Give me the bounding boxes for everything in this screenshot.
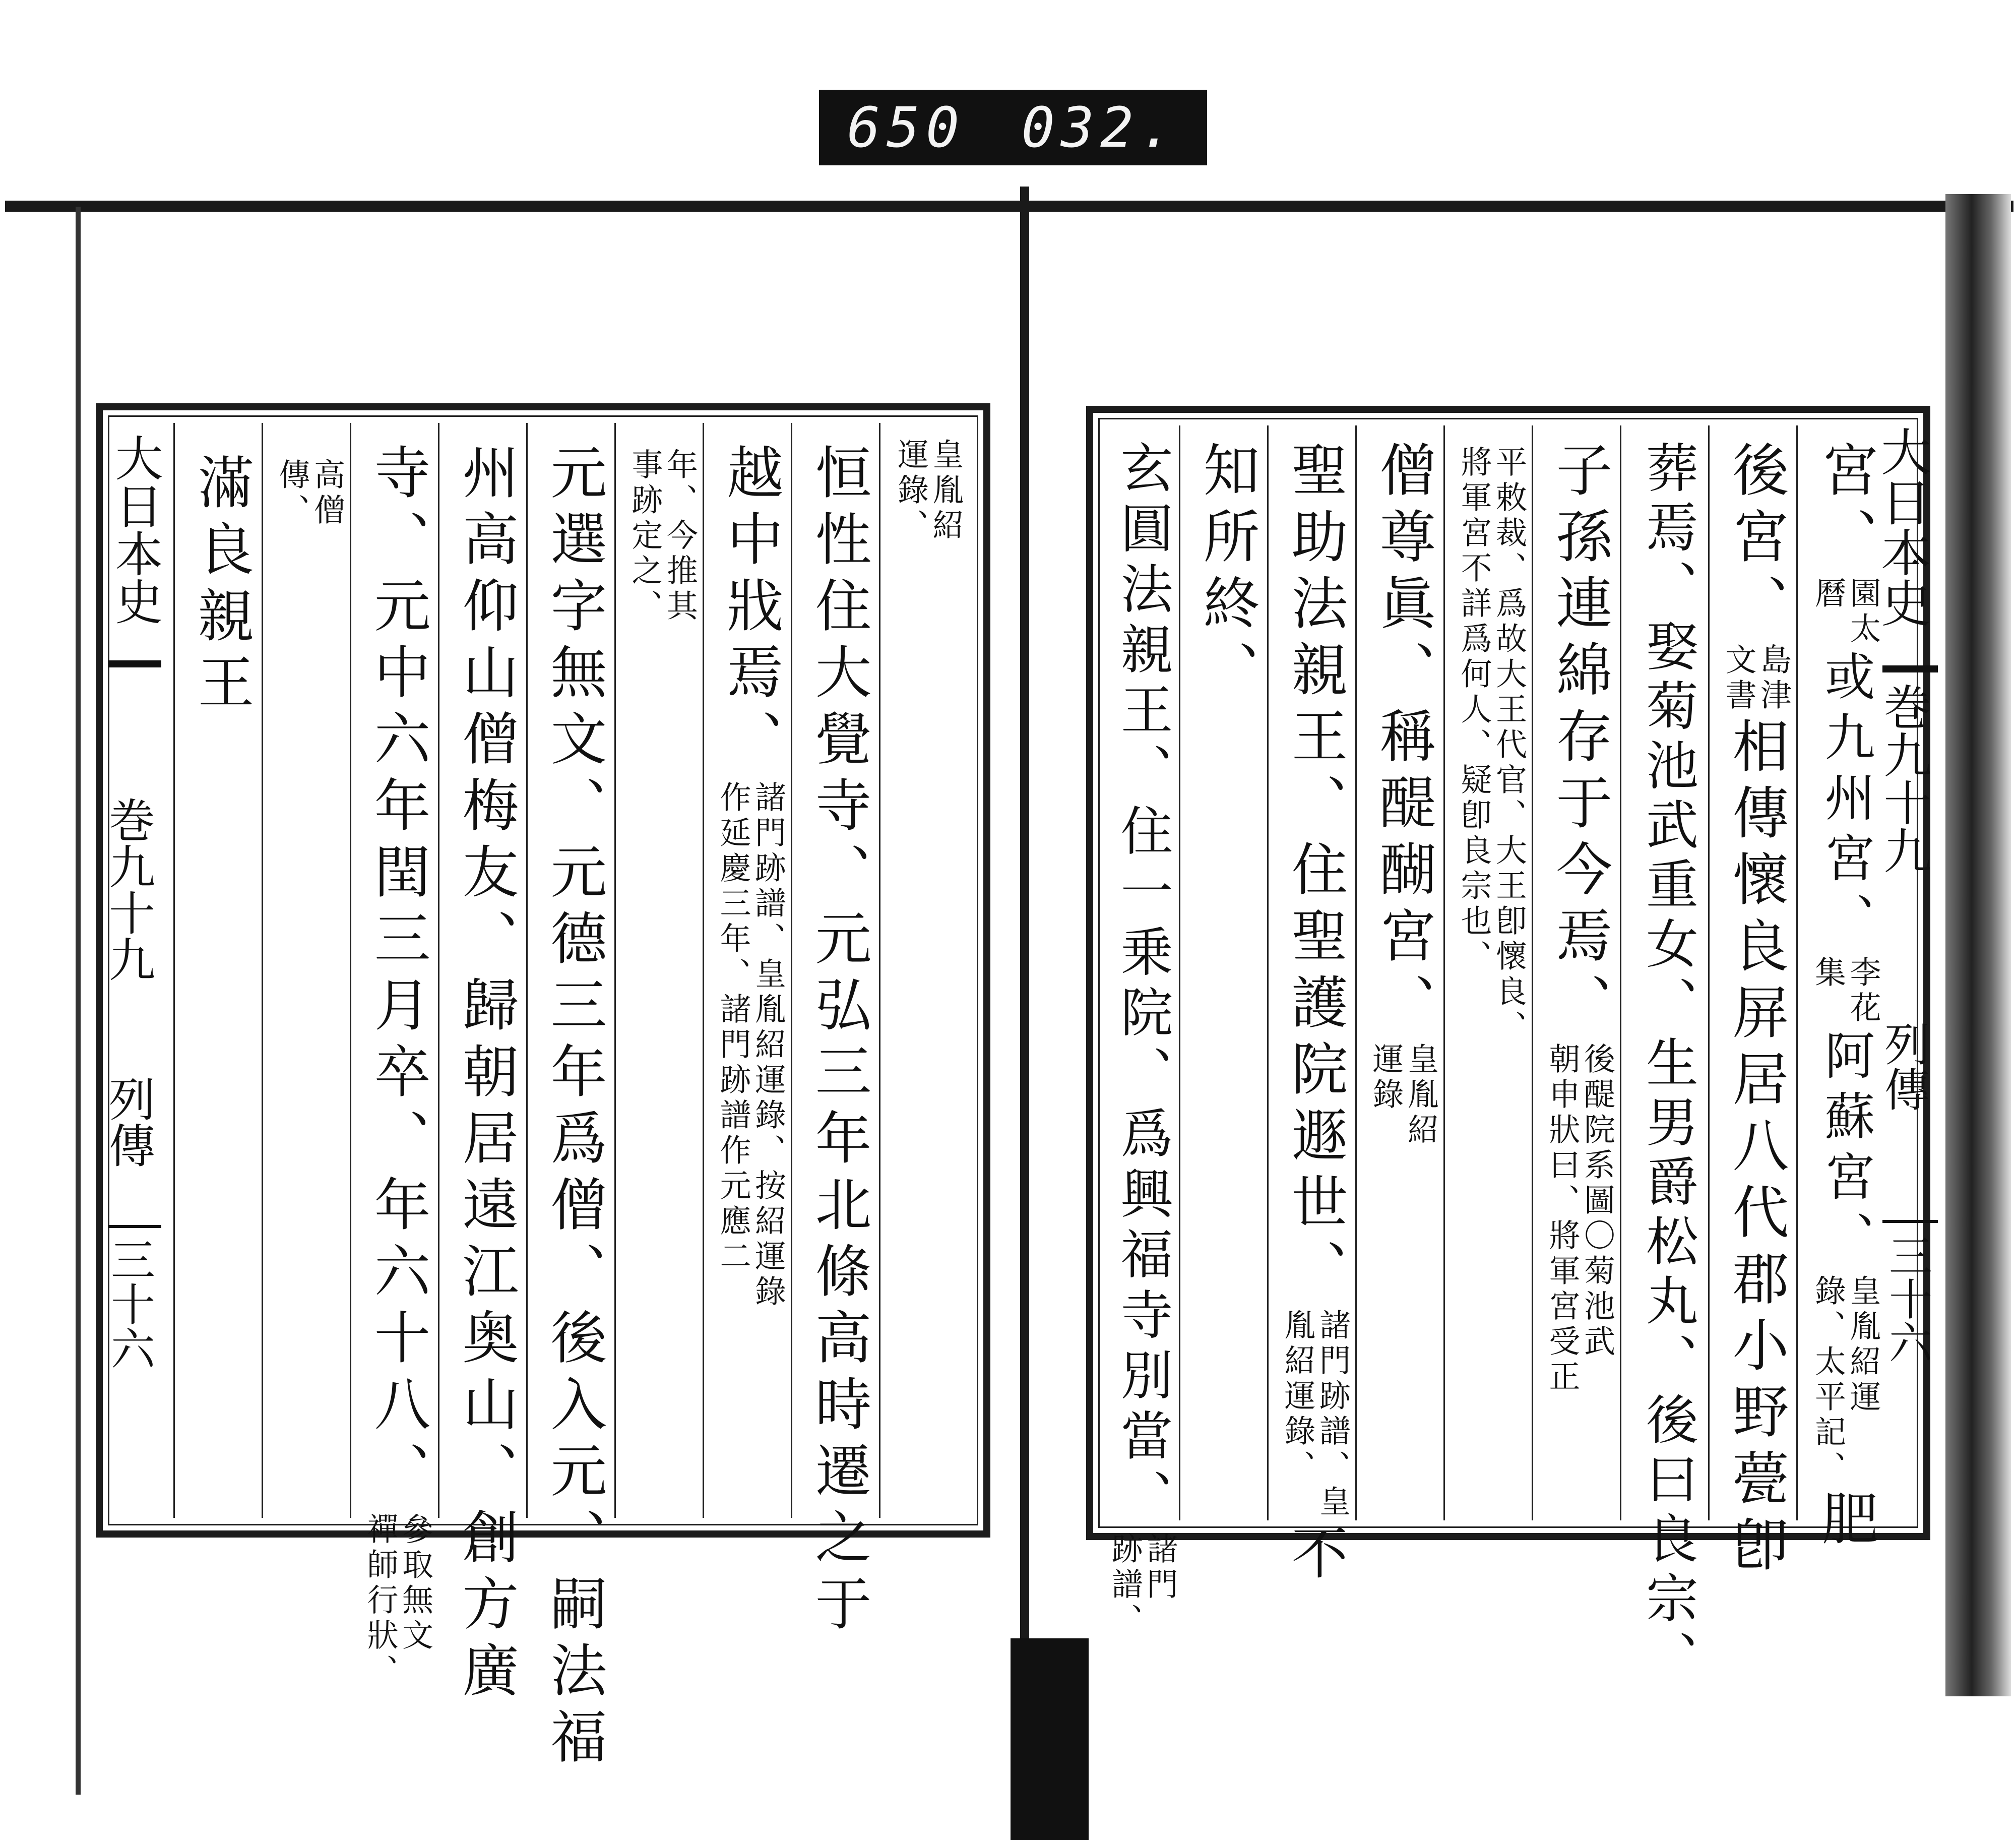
annotation: 平敕裁、爲故大王代官、大王卽懷良、 <box>1490 446 1528 1046</box>
annotation: 諸門跡譜、皇胤紹運錄、按紹運錄 <box>749 781 787 1310</box>
left-col-7 <box>357 423 438 1689</box>
main-text: 子孫連綿存于今焉、 <box>1547 441 1612 1039</box>
margin-title: 大日本史 <box>107 434 163 625</box>
margin-section: 列傳 <box>101 1075 155 1168</box>
film-reel-number: 650 <box>847 95 966 160</box>
book-spine <box>1020 187 1029 1840</box>
annotation: 作延慶三年、諸門跡譜作元應二 <box>715 781 751 1275</box>
right-col-8 <box>1186 425 1267 1520</box>
margin-volume: 巻九十九 <box>1882 665 1938 884</box>
annotation: 皇胤紹 <box>1402 1042 1439 1148</box>
film-frame-label <box>819 90 1207 165</box>
annotation: 曆 <box>1809 577 1847 612</box>
annotation: 李花 <box>1844 956 1881 1026</box>
right-col-7 <box>1275 425 1355 1590</box>
main-text: 宮、 <box>1812 441 1878 574</box>
main-text: 阿蘇宮、 <box>1816 1029 1875 1271</box>
right-page-frame <box>1086 406 1930 1690</box>
margin-page-number: 三十六 <box>1882 1220 1938 1374</box>
annotation: 園太 <box>1844 577 1881 647</box>
annotation: 參取無文 <box>397 1513 434 1654</box>
annotation: 朝申狀曰、將軍宮受正 <box>1544 1042 1581 1395</box>
annotation: 禪師行狀、 <box>362 1513 399 1689</box>
left-col-8 <box>269 423 350 1518</box>
main-text: 知所終、 <box>1194 441 1259 707</box>
left-col-5 <box>534 423 614 1774</box>
main-text: 元選字無文、元德三年爲僧、後入元、嗣法福 <box>541 443 607 1774</box>
right-page-edge <box>1945 194 2011 1696</box>
main-text: 僧尊眞、稱醍醐宮、 <box>1370 441 1436 1039</box>
left-col-3 <box>710 423 791 1518</box>
main-text: 恒性住大覺寺、元弘三年北條高時遷之于 <box>806 443 871 1641</box>
margin-volume: 巻九十九 <box>108 660 161 1111</box>
annotation: 運錄 <box>1367 1042 1404 1113</box>
annotation: 高僧 <box>308 458 346 529</box>
annotation: 文書 <box>1720 643 1757 714</box>
spine-shadow <box>1011 1638 1089 1840</box>
annotation: 後醍院系圖〇菊池武 <box>1579 1042 1616 1360</box>
left-col-9 <box>181 423 262 1518</box>
annotation: 皇胤紹運 <box>1844 1274 1881 1416</box>
right-col-3 <box>1627 425 1708 1690</box>
annotation: 年、今推其 <box>661 448 699 625</box>
main-text: 後宮、 <box>1723 441 1789 640</box>
main-text: 州高仰山僧梅友、歸朝居遠江奥山、創方廣 <box>453 443 519 1707</box>
main-text: 或九州宮、 <box>1816 650 1875 953</box>
right-col-9 <box>1106 425 1179 1638</box>
annotation: 傳、 <box>274 458 310 529</box>
left-col-4 <box>622 423 703 1518</box>
left-col-6 <box>446 423 526 1707</box>
top-rule <box>5 201 2013 212</box>
annotation: 諸門跡譜、皇 <box>1314 1309 1351 1520</box>
main-text: 聖助法親王、住聖護院遯世、 <box>1282 441 1348 1306</box>
annotation: 將軍宮不詳爲何人、疑卽良宗也、 <box>1456 446 1492 975</box>
main-text: 滿良親王 <box>188 453 254 719</box>
left-col-2 <box>798 423 879 1641</box>
margin-page-number: 三十六 <box>108 1225 161 1379</box>
left-page-edge <box>76 207 81 1795</box>
annotation: 運錄、 <box>892 438 929 544</box>
main-text: 相傳懷良屏居八代郡小野甍卽 <box>1723 717 1789 1582</box>
annotation: 事跡定之、 <box>626 448 663 625</box>
annotation: 島津 <box>1755 643 1792 714</box>
right-col-2 <box>1716 425 1796 1582</box>
main-text: 葬焉、娶菊池武重女、生男爵松丸、後曰良宗、 <box>1637 441 1698 1690</box>
margin-section: 列傳 <box>1876 1021 1929 1112</box>
main-text: 越中戕焉、 <box>718 443 783 776</box>
main-text: 不 <box>1282 1523 1348 1590</box>
left-page-frame <box>96 403 990 1774</box>
margin-title: 大日本史 <box>1872 426 1931 628</box>
film-frame-number: 032. <box>1021 95 1179 160</box>
annotation: 錄、太平記、 <box>1809 1274 1847 1486</box>
main-text: 寺、元中六年閏三月卒、年六十八、 <box>365 443 430 1508</box>
annotation: 胤紹運錄、 <box>1279 1309 1316 1485</box>
annotation: 皇胤紹 <box>927 438 964 544</box>
annotation: 集 <box>1809 956 1847 991</box>
right-col-4 <box>1539 425 1620 1520</box>
left-col-1 <box>887 423 970 1518</box>
right-col-5 <box>1451 425 1532 1520</box>
annotation: 跡譜、 <box>1106 1532 1144 1638</box>
annotation: 諸門 <box>1141 1532 1178 1603</box>
main-text: 肥 <box>1812 1489 1878 1556</box>
main-text: 玄圓法親王、住一乗院、爲興福寺別當、 <box>1111 441 1173 1529</box>
right-col-6 <box>1363 425 1443 1520</box>
